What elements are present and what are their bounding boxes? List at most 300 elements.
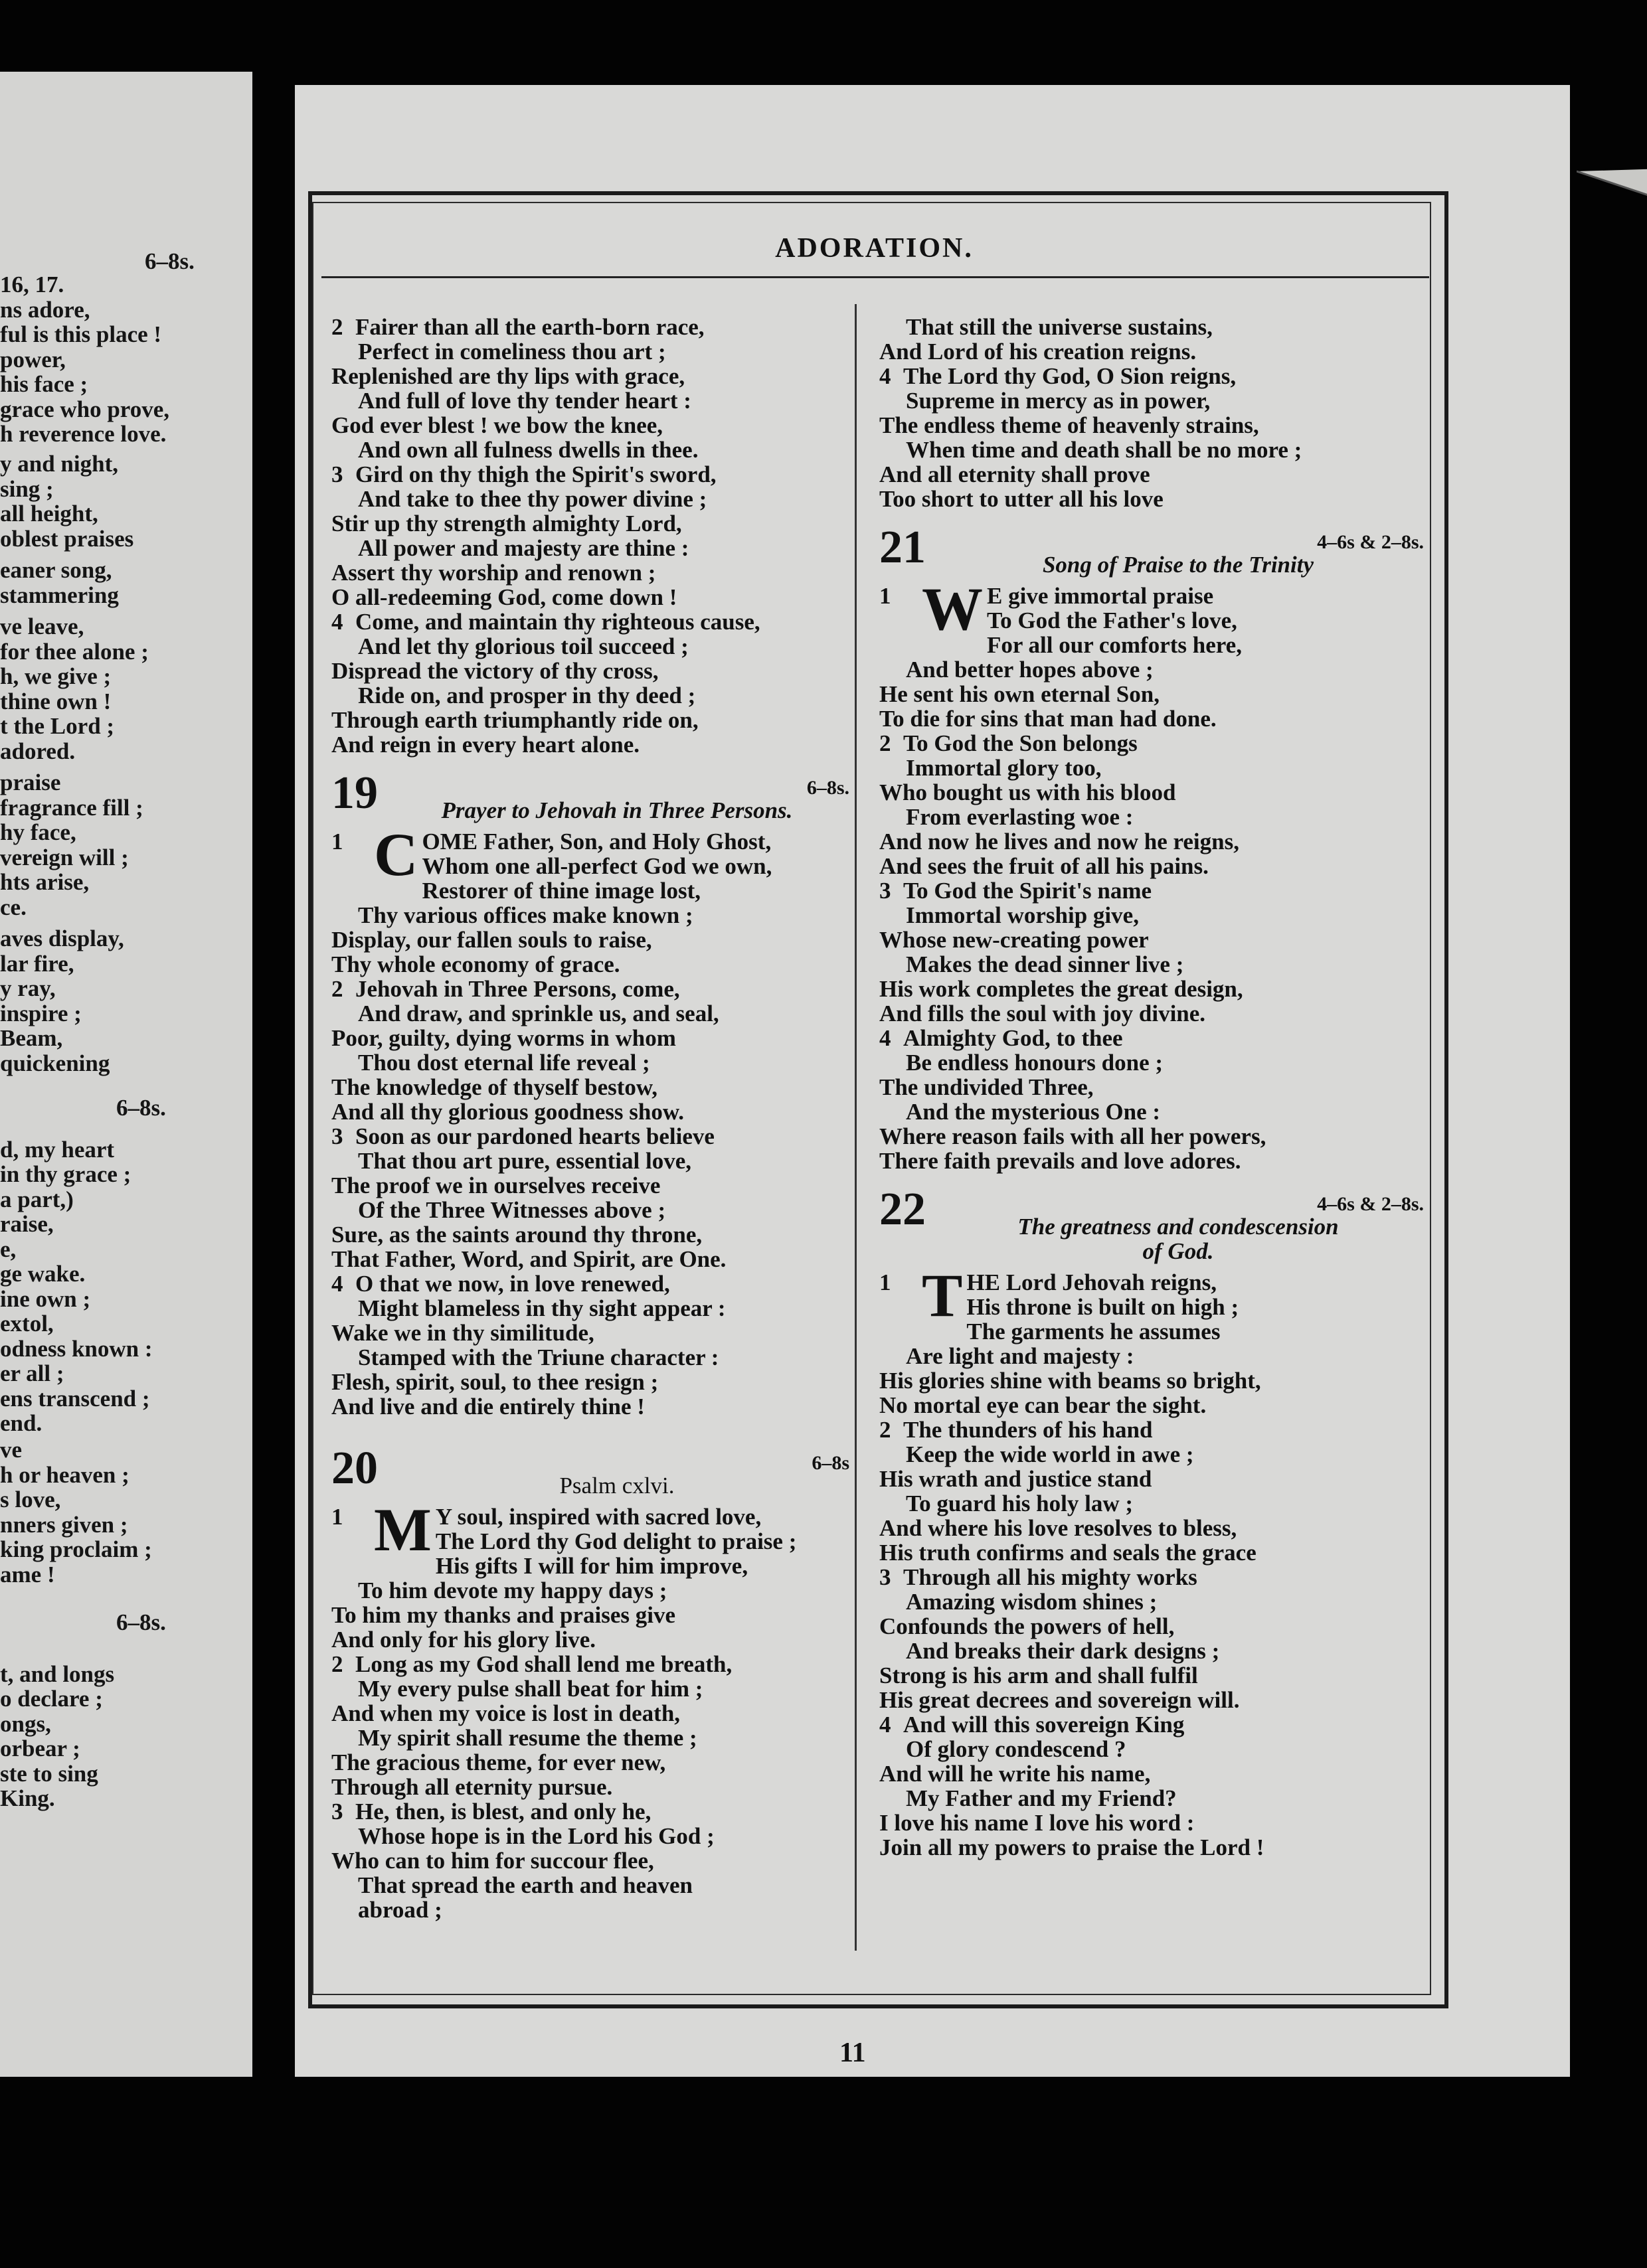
hymn-line [331,536,849,560]
line-text: The endless theme of heavenly strains, [879,412,1259,438]
left-page-line: odness known : [0,1336,153,1362]
line-text: He, then, is blest, and only he, [355,1799,651,1824]
left-page-line: ine own ; [0,1286,91,1312]
hymn-line [331,1824,849,1848]
left-page-line: y ray, [0,975,56,1001]
left-page-line: aves display, [0,926,124,951]
left-page-line: orbear ; [0,1736,80,1761]
hymn-20-body [331,1496,849,1923]
line-text: Poor, guilty, dying worms in whom [331,1025,676,1051]
line-text: God ever blest ! we bow the knee, [331,412,663,438]
hymn-line [879,1589,1424,1614]
line-text: I love his name I love his word : [879,1810,1195,1836]
line-text: Immortal glory too, [906,755,1102,781]
line-text: Restorer of thine image lost, [422,878,701,904]
hymn-line [331,1345,849,1370]
hymn-line [331,1321,849,1345]
hymn-line [879,657,1424,682]
hymn-meter: 6–8s [812,1452,849,1474]
hymn-number: 22 [879,1184,926,1235]
left-page-line: extol, [0,1311,54,1336]
hymn-line [879,780,1424,805]
line-text: Strong is his arm and shall fulfil [879,1662,1198,1688]
hymn-line [331,388,849,413]
left-page-line: nners given ; [0,1512,128,1538]
hymn-line [331,1394,849,1419]
hymn-line [879,682,1424,706]
left-page-line: ve leave, [0,613,84,639]
left-page-line: 6–8s. [116,1095,166,1121]
line-text: And let thy glorious toil succeed ; [358,633,689,659]
hymn-line [331,1099,849,1124]
left-page-line: ful is this place ! [0,321,162,347]
line-text: Thy whole economy of grace. [331,951,620,977]
left-page-line: end. [0,1410,43,1436]
line-text: To God the Spirit's name [903,878,1152,904]
hymn-line [879,1149,1424,1173]
left-page-line: ens transcend ; [0,1386,150,1412]
hymn-line [331,1701,849,1726]
hymn-line [331,1652,849,1676]
line-text: And better hopes above ; [906,657,1154,683]
hymn-line [331,1627,849,1652]
left-page-line: stammering [0,582,119,608]
verse-number: 3 [331,461,343,487]
line-text: When time and death shall be no more ; [906,437,1302,463]
left-page-line: hts arise, [0,869,90,895]
verse-number: 4 [879,1025,891,1051]
hymn-line [879,1393,1424,1418]
line-text: To him my thanks and praises give [331,1602,675,1628]
hymn-line [879,462,1424,487]
verse-number: 4 [879,1712,891,1738]
verse-number: 3 [331,1799,343,1824]
hymnal-page [295,85,1570,2077]
line-text: To guard his holy law ; [906,1491,1134,1516]
left-page-line: a part,) [0,1186,74,1212]
line-text: Soon as our pardoned hearts believe [355,1123,715,1149]
left-page-line: grace who prove, [0,396,169,422]
line-text: That spread the earth and heaven [358,1872,693,1898]
line-text: Fairer than all the earth-born race, [355,314,705,340]
left-page-line: in thy grace ; [0,1161,131,1187]
verse-number: 4 [331,1271,343,1297]
left-page-line: ce. [0,894,27,920]
line-text: Come, and maintain thy righteous cause, [355,609,760,635]
left-page-line: d, my heart [0,1137,115,1163]
hymn-line [331,413,849,438]
hymn-line [879,1344,1424,1368]
line-text: Long as my God shall lend me breath, [355,1651,733,1677]
hymn-line [879,1712,1424,1737]
left-page-line: inspire ; [0,1001,82,1026]
hymn-line [331,364,849,388]
hymn-line [879,878,1424,903]
left-page-line: 6–8s. [145,248,195,274]
line-text: His truth confirms and seals the grace [879,1540,1257,1566]
line-text: And Lord of his creation reigns. [879,339,1197,364]
verse-number: 4 [879,363,891,389]
hymn-line [331,1001,849,1026]
line-text: The garments he assumes [966,1319,1221,1344]
left-page-line: e, [0,1236,17,1262]
hymn-line [331,1124,849,1149]
hymn-20-header [331,1445,849,1492]
line-text: To die for sins that man had done. [879,706,1217,732]
verse-number: 4 [331,609,343,635]
line-text: OME Father, Son, and Holy Ghost, [422,829,772,854]
hymn-line [331,1271,849,1296]
line-text: Whom one all-perfect God we own, [422,853,772,879]
hymn-line [331,1603,849,1627]
page-number: 11 [839,2038,866,2068]
hymn-line [879,388,1424,413]
line-text: No mortal eye can bear the sight. [879,1392,1207,1418]
hymn-line [331,1848,849,1873]
hymn-line [331,339,849,364]
hymn-line [331,732,849,757]
hymn-18-continuation [331,315,849,757]
line-text: Through all eternity pursue. [331,1774,613,1800]
left-page-line: h reverence love. [0,421,167,447]
line-text: Too short to utter all his love [879,486,1164,512]
line-text: And reign in every heart alone. [331,732,640,758]
hymn-line [331,1050,849,1075]
line-text: That still the universe sustains, [906,314,1213,340]
line-text: Makes the dead sinner live ; [906,951,1184,977]
line-text: Dispread the victory of thy cross, [331,658,659,684]
verse-number: 2 [331,314,343,340]
line-text: And draw, and sprinkle us, and seal, [358,1001,719,1026]
line-text: Who can to him for succour flee, [331,1848,654,1874]
line-text: And all thy glorious goodness show. [331,1099,684,1125]
line-text: The gracious theme, for ever new, [331,1749,666,1775]
line-text: His throne is built on high ; [966,1294,1239,1320]
left-page-line: his face ; [0,371,88,397]
verse-number: 1 [879,1269,891,1295]
hymn-line [879,1516,1424,1540]
line-text: And only for his glory live. [331,1627,596,1653]
hymn-22-body [879,1261,1424,1860]
line-text: Stir up thy strength almighty Lord, [331,511,682,536]
hymn-line [331,1676,849,1701]
hymn-19-body [331,821,849,1419]
hymn-line [879,903,1424,928]
hymn-line [879,413,1424,438]
hymn-line [331,634,849,659]
hymn-line [331,1750,849,1775]
line-text: Jehovah in Three Persons, come, [355,976,680,1002]
hymn-line [331,1296,849,1321]
line-text: His gifts I will for him improve, [435,1553,748,1579]
left-page-line: ge wake. [0,1261,86,1287]
line-text: The thunders of his hand [903,1417,1153,1443]
hymn-line [331,1173,849,1198]
line-text: And the mysterious One : [906,1099,1161,1125]
line-text: And full of love thy tender heart : [358,388,691,414]
left-page-line: vereign will ; [0,845,129,870]
hymn-meter: 6–8s. [806,777,849,799]
hymn-line [879,1761,1424,1786]
hymn-line [331,1247,849,1271]
verse-number: 2 [879,730,891,756]
hymn-line [331,1726,849,1750]
line-text: Confounds the powers of hell, [879,1613,1175,1639]
line-text: And where his love resolves to bless, [879,1515,1237,1541]
hymn-line [879,977,1424,1001]
left-page-line: fragrance fill ; [0,795,143,821]
left-page-line: eaner song, [0,557,112,583]
line-text: Of glory condescend ? [906,1736,1126,1762]
line-text: And will he write his name, [879,1761,1151,1787]
hymn-line [331,585,849,609]
hymn-line [331,1222,849,1247]
line-text: And breaks their dark designs ; [906,1638,1220,1664]
hymn-line [331,560,849,585]
hymn-line [331,1799,849,1824]
left-page-line: raise, [0,1211,54,1237]
line-text: Amazing wisdom shines ; [906,1589,1158,1615]
hymn-line [331,1873,849,1898]
left-page-line: power, [0,347,66,372]
line-text: Whose hope is in the Lord his God ; [358,1823,715,1849]
line-text: All power and majesty are thine : [358,535,689,561]
line-text: The Lord thy God, O Sion reigns, [903,363,1237,389]
line-text: From everlasting woe : [906,804,1134,830]
hymn-line [331,1370,849,1394]
line-text: The proof we in ourselves receive [331,1173,661,1198]
drop-cap: M [374,1496,432,1564]
hymn-line [879,731,1424,756]
line-text: That Father, Word, and Spirit, are One. [331,1246,727,1272]
line-text: And own all fulness dwells in thee. [358,437,699,463]
left-page-line: hy face, [0,819,76,845]
hymn-21-header [879,522,1424,573]
drop-cap: W [922,575,983,643]
drop-cap: T [922,1261,963,1329]
left-page-line: h, we give ; [0,663,112,689]
hymn-line [331,952,849,977]
line-text: His work completes the great design, [879,976,1243,1002]
line-text: Gird on thy thigh the Spirit's sword, [355,461,717,487]
line-text: And will this sovereign King [903,1712,1185,1738]
line-text: O that we now, in love renewed, [355,1271,670,1297]
left-page-line: er all ; [0,1360,64,1386]
hymn-line [879,829,1424,854]
line-text: And when my voice is lost in death, [331,1700,681,1726]
left-page-line: t the Lord ; [0,713,115,739]
line-text: Display, our fallen souls to raise, [331,927,652,953]
line-text: And live and die entirely thine ! [331,1394,645,1419]
line-text: Whose new-creating power [879,927,1149,953]
line-text: abroad ; [358,1897,442,1923]
line-text: And now he lives and now he reigns, [879,829,1239,854]
line-text: His great decrees and sovereign will. [879,1687,1240,1713]
hymn-line [879,1026,1424,1050]
line-text: Supreme in mercy as in power, [906,388,1211,414]
hymn-line [879,1811,1424,1835]
drop-cap: C [374,821,418,888]
verse-number: 2 [331,976,343,1002]
hymn-line [879,706,1424,731]
hymn-line [879,854,1424,878]
hymn-line [331,315,849,339]
column-divider [855,304,857,1951]
left-page-line: t, and longs [0,1661,115,1687]
hymn-number: 20 [331,1443,378,1494]
line-text: For all our comforts here, [987,632,1242,658]
hymn-line [879,339,1424,364]
hymn-line [879,315,1424,339]
hymn-title-line-2: of God. [1142,1238,1214,1264]
line-text: Thy various offices make known ; [358,902,693,928]
hymn-line [331,1026,849,1050]
page-title: ADORATION. [775,233,974,264]
hymn-line [879,364,1424,388]
line-text: And sees the fruit of all his pains. [879,853,1209,879]
hymn-line [331,1578,849,1603]
left-page-line: ve [0,1437,23,1463]
hymn-20-continuation [879,315,1424,511]
hymn-line [331,511,849,536]
left-page-line: king proclaim ; [0,1536,152,1562]
line-text: Wake we in thy similitude, [331,1320,594,1346]
left-page-line: 16, 17. [0,272,64,297]
hymn-line [879,487,1424,511]
line-text: Through all his mighty works [903,1564,1197,1590]
left-page-line: quickening [0,1050,110,1076]
hymn-line [879,1835,1424,1860]
hymn-line [879,1639,1424,1663]
hymn-line [331,1898,849,1922]
left-page-line: adored. [0,738,76,764]
hymn-line [879,1688,1424,1712]
hymn-line [879,805,1424,829]
verse-number: 1 [331,829,343,854]
line-text: To God the Father's love, [987,608,1237,633]
line-text: Stamped with the Triune character : [358,1344,719,1370]
left-page-line: King. [0,1785,55,1811]
hymn-title: Song of Praise to the Trinity [1042,552,1314,578]
hymn-19-header [331,770,849,817]
left-column [331,315,849,1922]
line-text: My every pulse shall beat for him ; [358,1676,703,1702]
hymn-line [879,1075,1424,1099]
line-text: Of the Three Witnesses above ; [358,1197,666,1223]
hymn-line [879,1663,1424,1688]
hymn-line [331,683,849,708]
hymn-line [879,438,1424,462]
left-page-line: for thee alone ; [0,639,149,665]
line-text: Join all my powers to praise the Lord ! [879,1834,1264,1860]
left-page-line: praise [0,770,61,795]
left-page-line: all height, [0,501,98,526]
hymn-line [879,1540,1424,1565]
left-page-line: h or heaven ; [0,1462,130,1488]
verse-number: 1 [331,1504,343,1530]
folded-corner [1577,165,1647,244]
line-text: That thou art pure, essential love, [358,1148,691,1174]
line-text: Are light and majesty : [906,1343,1134,1369]
line-text: Almighty God, to thee [903,1025,1123,1051]
left-page-line: y and night, [0,451,118,477]
hymn-line [879,952,1424,977]
left-page-line: oblest praises [0,526,134,552]
left-page-line: thine own ! [0,688,112,714]
hymn-line [879,1001,1424,1026]
hymn-line [331,903,849,928]
line-text: Sure, as the saints around thy throne, [331,1222,703,1248]
hymn-line [879,1786,1424,1811]
line-text: My Father and my Friend? [906,1785,1177,1811]
left-page-line: ongs, [0,1711,51,1737]
line-text: He sent his own eternal Son, [879,681,1160,707]
verse-number: 3 [879,1564,891,1590]
line-text: His wrath and justice stand [879,1466,1152,1492]
hymn-line [331,1149,849,1173]
line-text: O all-redeeming God, come down ! [331,584,677,610]
line-text: The knowledge of thyself bestow, [331,1074,657,1100]
verse-number: 3 [331,1123,343,1149]
hymn-21-body [879,575,1424,1174]
verse-number: 1 [879,583,891,609]
hymn-number: 19 [331,768,378,819]
hymn-line [879,1491,1424,1516]
hymn-line [331,487,849,511]
hymn-line [331,659,849,683]
hymn-line [879,1124,1424,1149]
hymn-meter: 4–6s & 2–8s. [1317,1193,1424,1215]
hymn-meter: 4–6s & 2–8s. [1317,531,1424,553]
line-text: HE Lord Jehovah reigns, [966,1269,1217,1295]
line-text: There faith prevails and love adores. [879,1148,1241,1174]
hymn-line [879,1467,1424,1491]
hymn-title: The greatness and condescension [1017,1214,1339,1240]
hymn-22-header [879,1186,1424,1233]
line-text: And take to thee thy power divine ; [358,486,707,512]
hymn-line [879,1368,1424,1393]
hymn-line [331,1775,849,1799]
hymn-line [331,438,849,462]
hymn-line [331,1075,849,1099]
line-text: And all eternity shall prove [879,461,1150,487]
line-text: Assert thy worship and renown ; [331,560,656,586]
line-text: Y soul, inspired with sacred love, [435,1504,762,1530]
verse-number: 2 [331,1651,343,1677]
left-page-line: ns adore, [0,297,90,323]
hymn-line [331,1198,849,1222]
left-page-line: ame ! [0,1562,55,1587]
left-page-line: lar fire, [0,951,74,977]
line-text: Be endless honours done ; [906,1050,1164,1076]
left-page-line: s love, [0,1487,61,1512]
line-text: To God the Son belongs [903,730,1138,756]
line-text: Ride on, and prosper in thy deed ; [358,683,696,708]
line-text: And fills the soul with joy divine. [879,1001,1206,1026]
hymn-line [879,1418,1424,1442]
line-text: The Lord thy God delight to praise ; [435,1528,797,1554]
left-page-line: 6–8s. [116,1609,166,1635]
line-text: Thou dost eternal life reveal ; [358,1050,650,1076]
left-page-fragment [0,72,252,2077]
verse-number: 3 [879,878,891,904]
line-text: Replenished are thy lips with grace, [331,363,685,389]
left-page-line: ste to sing [0,1761,98,1787]
hymn-line [879,1737,1424,1761]
line-text: Flesh, spirit, soul, to thee resign ; [331,1369,659,1395]
line-text: E give immortal praise [987,583,1214,609]
hymn-line [879,1442,1424,1467]
